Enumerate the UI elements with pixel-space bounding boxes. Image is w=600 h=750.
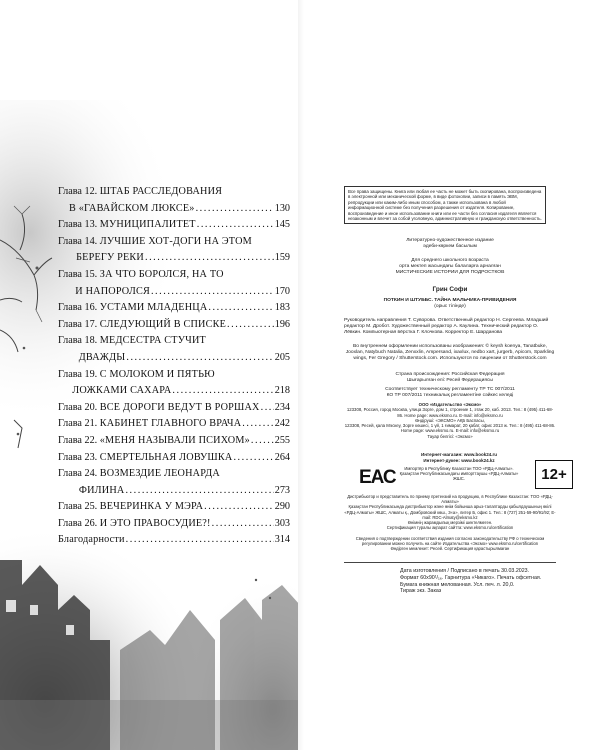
toc-chapter-number: Глава 18. (58, 335, 100, 347)
toc-page-number: 130 (274, 202, 290, 214)
toc-entry (58, 184, 290, 201)
toc-chapter-title: Благодарности (58, 534, 125, 546)
distributor-kz: Қазақстан Республикасында дистрибьютор және өнім бойынша арыз-талаптарды қабылдаушының өкілі «РДЦ-Алматы» ЖШС, Алматы қ., Домбровский көш., 3«а», литер Б, офис 1. Тел.: 8 (727) 251-59-90/91/92; E-mail: RDC-Almaty@eksmo.kz (344, 504, 556, 520)
internet-shop-ru: Интернет-магазин: www.book24.ru (420, 452, 498, 457)
toc-chapter-title: СЛЕДУЮЩИЙ В СПИСКЕ (99, 318, 226, 330)
toc-chapter-title: С МОЛОКОМ И ПЯТЬЮ (99, 368, 215, 380)
toc-chapter-number: Глава 21. (58, 418, 100, 430)
toc-dot-leader (242, 416, 273, 433)
toc-chapter-number: Глава 13. (58, 219, 100, 231)
toc-chapter-title: МЕДСЕСТРА СТУЧИТ (99, 335, 206, 347)
toc-dot-leader (125, 483, 273, 500)
origin-ru: Страна происхождения: Российская Федерация (395, 372, 505, 377)
author-name: Грин Софи (432, 286, 468, 293)
distributor-block (344, 494, 556, 530)
toc-dot-leader (126, 532, 274, 549)
conformity-block (344, 536, 556, 552)
book-title: ПОТКИН И ШТУББС. ТАЙНА МАЛЬЧИКА-ПРИВИДЕНИЯ (383, 298, 517, 303)
trademark: Тауар белгісі: «Эксмо» (427, 433, 473, 439)
paper-type: Бумага книжная мелованная. Усл. печ. л. 20,0. (400, 581, 515, 588)
toc-chapter-number: Глава 19. (58, 368, 100, 380)
book-title-block (344, 298, 556, 310)
series-name: МИСТИЧЕСКИЕ ИСТОРИИ ДЛЯ ПОДРОСТКОВ (395, 270, 505, 276)
toc-chapter-title-cont: ДВАЖДЫ (78, 351, 126, 363)
toc-chapter-title: ВОЗМЕЗДИЕ ЛЕОНАРДА (99, 468, 220, 480)
toc-page-number: 273 (274, 484, 290, 496)
tr-ru: Соответствует техническому регламенту ТР ТС 007/2011 (385, 387, 515, 392)
toc-entry (58, 234, 290, 251)
imprint-divider (344, 562, 556, 563)
toc-chapter-title: «МЕНЯ НАЗЫВАЛИ ПСИХОМ» (99, 434, 250, 446)
age-kz: орта мектеп жасындағы балаларға арналған (399, 264, 501, 270)
internet-shop-kz: Интернет-дүкен: www.book24.kz (423, 458, 495, 464)
toc-entry (58, 433, 290, 450)
publisher-name: ООО «Издательство «Эксмо» (418, 402, 482, 407)
toc-chapter-title: ЗА ЧТО БОРОЛСЯ, НА ТО (99, 268, 224, 280)
toc-entry (58, 466, 290, 483)
toc-chapter-number: Глава 12. (58, 186, 100, 197)
certification-note: Сертификация туралы ақпарат сайтта: www.eksmo.ru/certification (386, 525, 514, 531)
toc-entry (58, 367, 290, 384)
toc-dot-leader (208, 300, 273, 317)
toc-entry (58, 333, 290, 350)
toc-dot-leader (204, 499, 274, 516)
toc-dot-leader (227, 317, 274, 334)
toc-chapter-title-cont: В «ГАВАЙСКОМ ЛЮКСЕ» (69, 202, 195, 214)
toc-page-number: 170 (274, 285, 290, 297)
images-credit: Во внутреннем оформлении использованы изображения: © keysh koenya, Tanatbuke, Jooxlan, Natybuch Natalia, Zenxxlin, Ampersand, ixaxlux, nedbo xart, jurgerb, Apicom, Sparkling wings, Fer Gregory / Shutterstock.com. Используются по лицензии от Shutterstock.com (345, 344, 555, 362)
print-run: Тираж экз. Заказ (400, 588, 442, 595)
conformity-note: Сведения о подтверждении соответствия издания согласно законодательству РФ о техническом регулировании можно получить на сайте Издательства «Эксмо» www.eksmo.ru/certification (355, 536, 545, 547)
toc-dot-leader (172, 383, 273, 400)
toc-page-number: 242 (274, 418, 290, 430)
toc-chapter-title-cont: ФИЛИНА (78, 484, 125, 496)
tr-kz: КО ТР 007/2011 техникалық регламентіне сәйкес келеді (386, 393, 514, 399)
toc-chapter-number: Глава 14. (58, 235, 100, 247)
toc-page-number: 290 (274, 501, 290, 513)
toc-chapter-title: И ЭТО ПРАВОСУДИЕ?! (99, 517, 211, 529)
toc-chapter-number: Глава 24. (58, 468, 100, 480)
toc-page-number: 234 (274, 401, 290, 413)
toc-page-number: 196 (274, 318, 290, 330)
toc-chapter-number: Глава 20. (58, 401, 100, 413)
toc-page-number: 303 (274, 517, 290, 529)
toc-entry-continuation (58, 383, 290, 400)
editorial-staff: Руководитель направления Т. Суворова. Ответственный редактор Н. Сергеева. Младший редактор М. Дробот. Художественный редактор А. Каулина. Технический редактор О. Лёвкин. Компьютерная вёрстка Г. Клочкова. Корректор Е. Шарданова (344, 318, 549, 336)
toc-chapter-title: СМЕРТЕЛЬНАЯ ЛОВУШКА (99, 451, 233, 463)
toc-dot-leader (251, 433, 274, 450)
importer-block (394, 466, 524, 482)
toc-chapter-number: Глава 25. (58, 501, 100, 513)
toc-entry (58, 317, 290, 334)
toc-entry (58, 267, 290, 284)
toc-entry (58, 499, 290, 516)
origin-block (344, 372, 556, 384)
genre-ru: Литературно-художественное издание (406, 238, 494, 243)
toc-page-number: 159 (274, 252, 290, 264)
toc-dot-leader (196, 201, 274, 218)
toc-chapter-number: Глава 26. (58, 517, 100, 529)
importer-kz: Қазақстан Республикасындағы импорттаушы «РДЦ-Алматы» ЖШС. (399, 471, 519, 482)
toc-dot-leader (197, 217, 274, 234)
validity-note: Өнімнің жарамдылық мерзімі шектелмеген. (407, 520, 493, 526)
toc-entry (58, 400, 290, 417)
book-title-kz: (орыс тілінде) (434, 304, 466, 310)
toc-dot-leader (212, 516, 274, 533)
toc-chapter-title: ЛУЧШИЕ ХОТ-ДОГИ НА ЭТОМ (99, 235, 252, 247)
genre-kz: әдеби-көркем басылым (423, 244, 477, 250)
toc-dot-leader (145, 250, 274, 267)
toc-page-number: 145 (274, 219, 290, 231)
toc-entry-continuation (58, 483, 290, 500)
print-date: Дата изготовления / Подписано в печать 30.03.2023. (400, 568, 530, 574)
manufacturer-address: 123308, Ресей, қала Мәскеу, Зорге көшесі, 1 үй, 1 ғимарат, 20 қабат, офис 2013 ж. Тел.: 8 (495) 411-68-86. Home page: www.eksmo.ru. E-mail: info@eksmo.ru (344, 423, 556, 434)
toc-entry (58, 217, 290, 234)
manufacturer-name: Өндіруші: «ЭКСМО» АҚБ Баспасы, (415, 417, 485, 423)
right-page (304, 0, 600, 750)
toc-page-number: 205 (274, 351, 290, 363)
toc-dot-leader (126, 350, 273, 367)
toc-page-number: 314 (274, 534, 290, 546)
age-rating-badge: 12+ (535, 460, 573, 489)
toc-entry-continuation (58, 201, 290, 218)
publisher-block (344, 402, 556, 439)
toc-entry-continuation (58, 250, 290, 267)
publisher-address: 123308, Россия, город Москва, улица Зорге, дом 1, строение 1, этаж 20, каб. 2013. Тел.: 8 (495) 411-68-86. Home page: www.eksmo.ru. E-mail: info@eksmo.ru (346, 407, 554, 418)
toc-chapter-title-cont: БЕРЕГУ РЕКИ (76, 252, 144, 264)
toc-chapter-title: МУНИЦИПАЛИТЕТ (99, 219, 196, 231)
toc-chapter-title: ВЕЧЕРИНКА У МЭРА (99, 501, 204, 513)
toc-entry (58, 532, 290, 549)
toc-entry-continuation (58, 284, 290, 301)
toc-chapter-title-cont: И НАПОРОЛСЯ (75, 285, 150, 297)
toc-page-number: 255 (274, 434, 290, 446)
toc-entry (58, 450, 290, 467)
toc-page-number: 183 (274, 302, 290, 314)
toc-entry (58, 516, 290, 533)
toc-chapter-number: Глава 23. (58, 451, 100, 463)
toc-chapter-number: Глава 17. (58, 318, 100, 330)
toc-dot-leader (233, 450, 273, 467)
toc-chapter-title-cont: ЛОЖКАМИ САХАРА (72, 385, 172, 397)
eac-mark-icon: ЕАС (359, 467, 396, 488)
toc-entry (58, 300, 290, 317)
age-block (344, 258, 556, 276)
copyright-warning-box: Все права защищены. Книга или любая ее часть не может быть скопирована, воспроизведена в электронной или механической форме, в виде фотокопии, записи в память ЭВМ, репродукции или каким-либо иным способом, а также использована в любой информационной системе без получения разрешения от издателя. Копирование, воспроизведение и иное использование книги или ее части без согласия издателя является незаконным и влечет за собой уголовную, административную и гражданскую ответственность. (344, 186, 546, 224)
table-of-contents (58, 184, 290, 549)
certification-kz-note: Өндірген мемлекет: Ресей. Сертификация қарастырылмаған (390, 546, 510, 552)
toc-chapter-title: КАБИНЕТ ГЛАВНОГО ВРАЧА (99, 418, 242, 430)
genre-block (344, 238, 556, 250)
toc-entry (58, 416, 290, 433)
toc-chapter-title: УСТАМИ МЛАДЕНЦА (99, 302, 208, 314)
toc-dot-leader (151, 284, 274, 301)
distributor-ru: Дистрибьютор и представитель по приему претензий на продукцию, в Республике Казахстан: ТОО «РДЦ-Алматы» (347, 494, 553, 505)
toc-chapter-title: ШТАБ РАССЛЕДОВАНИЯ (99, 186, 223, 197)
toc-entry-continuation (58, 350, 290, 367)
toc-chapter-number: Глава 22. (58, 434, 100, 446)
importer-ru: Импортёр в Республику Казахстан ТОО «РДЦ-Алматы». (404, 466, 514, 471)
toc-page-number: 264 (274, 451, 290, 463)
toc-page-number: 218 (274, 385, 290, 397)
toc-chapter-number: Глава 16. (58, 302, 100, 314)
print-details (400, 568, 570, 595)
age-ru: Для среднего школьного возраста (411, 258, 489, 263)
toc-chapter-number: Глава 15. (58, 268, 100, 280)
print-format: Формат 60x90¹/₁₆. Гарнитура «Чикаго». Печать офсетная. (400, 574, 542, 581)
origin-kz: Шығарылған елі: Ресей Федерациясы (407, 378, 493, 384)
toc-dot-leader (261, 400, 274, 417)
internet-shop-block (394, 452, 524, 464)
tech-regulation (344, 387, 556, 399)
toc-chapter-title: ВСЕ ДОРОГИ ВЕДУТ В РОРШАХ (99, 401, 260, 413)
